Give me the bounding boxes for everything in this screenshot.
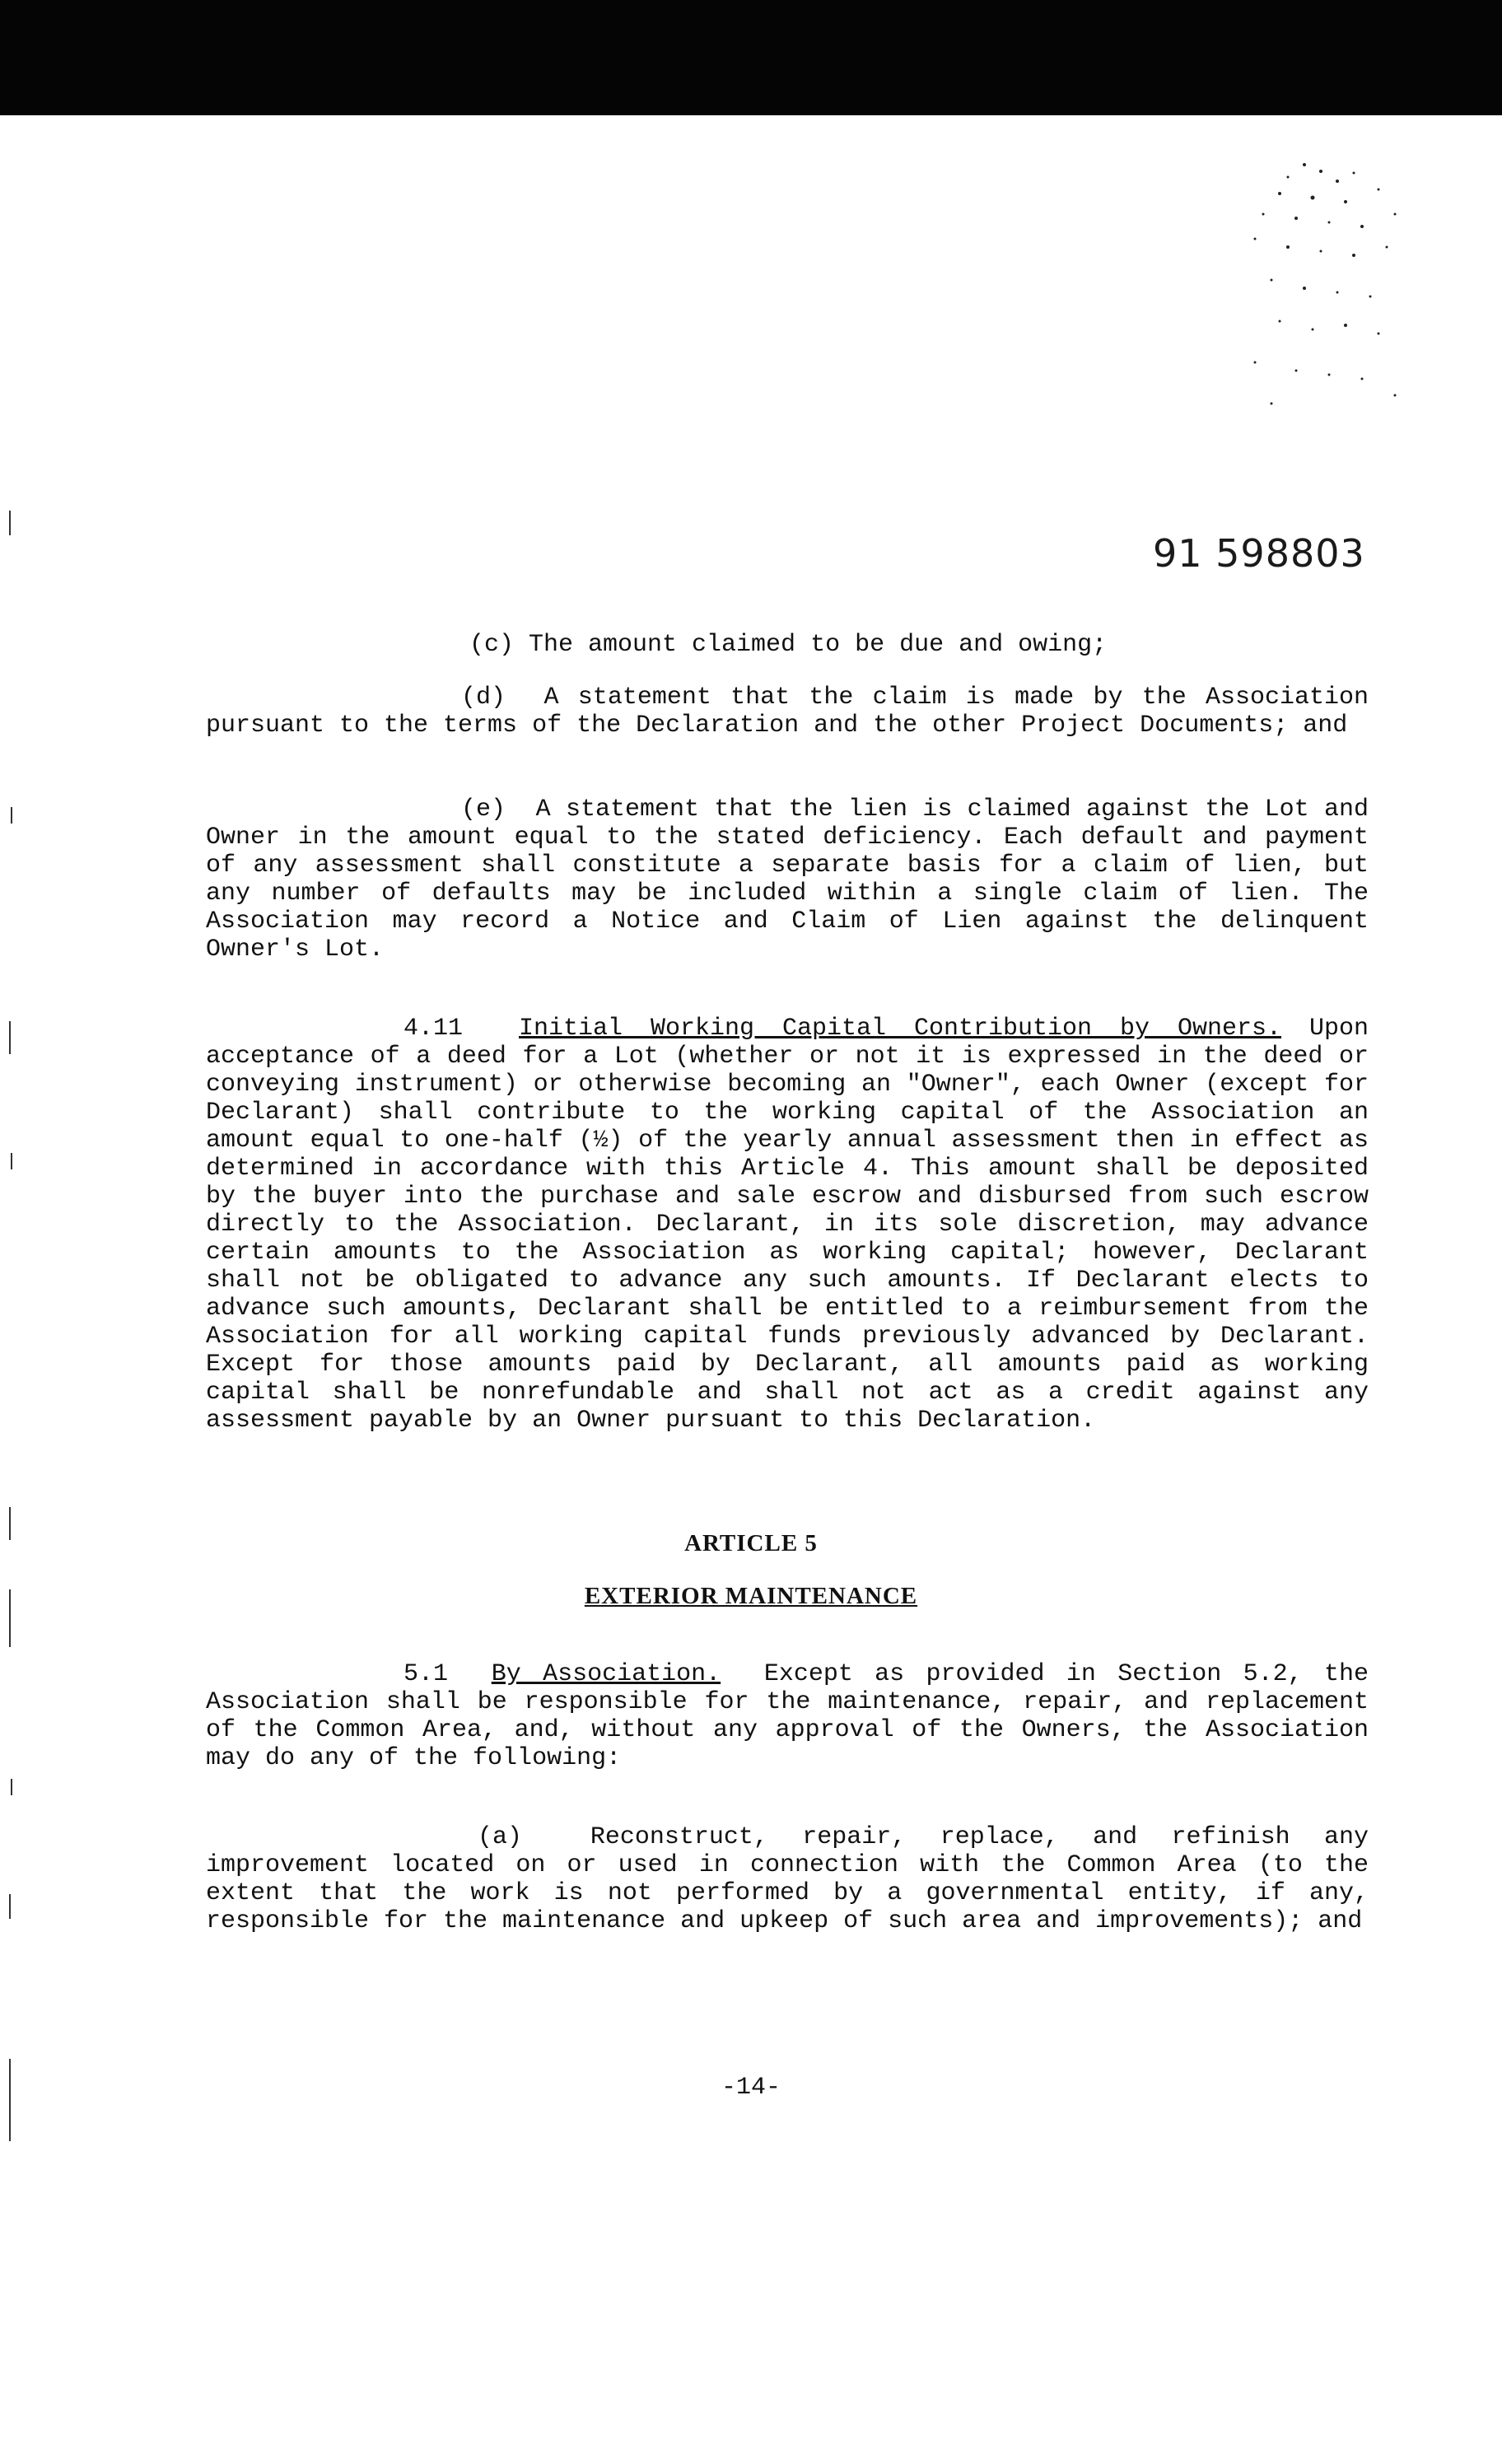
item-5-1-a-prefix: (a) — [478, 1823, 523, 1851]
section-4-11-body: Upon acceptance of a deed for a Lot (whether or not it is expressed in the deed or conveying instrument) or otherwise becoming an "Owner", each Owner (except for Declarant) shall contribute to the working capital of the Association an amount equal to one-half (½) of the yearly annual assessment then in effect as determined in accordance with this Article 4. This amount shall be deposited by the buyer into the purchase and sale escrow and disbursed from such escrow directly to the Association. Declarant, in its sole discretion, may advance certain amounts to the Association as working capital; however, Declarant shall not be obligated to advance any such amounts. If Declarant elects to advance such amounts, Declarant shall be entitled to a reimbursement from the Association for all working capital funds previously advanced by Declarant. Except for those amounts paid by Declarant, all amounts paid as working capital shall be nonrefundable and shall not act as a credit against any assessment payable by an Owner pursuant to this Declaration. — [206, 1015, 1369, 1435]
section-4-11-number: 4.11 — [403, 1015, 464, 1043]
item-d — [206, 684, 1369, 740]
item-d-body: A statement that the claim is made by the Association pursuant to the terms of the Declaration and the other Project Documents; and — [206, 684, 1369, 740]
scan-speckle-noise — [1181, 148, 1428, 428]
scan-edge-marks — [0, 494, 25, 2224]
item-e — [206, 796, 1369, 964]
article-heading: ARTICLE 5 — [684, 1530, 818, 1556]
item-d-prefix: (d) — [461, 684, 506, 712]
section-5-1-title: By Association. — [491, 1660, 721, 1688]
document-number: 91 598803 — [1153, 531, 1365, 576]
item-c: (c) The amount claimed to be due and owing; — [469, 631, 1108, 659]
item-e-body: A statement that the lien is claimed against the Lot and Owner in the amount equal to the stated deficiency. Each default and payment of any assessment shall constitute a separate basis for a claim of lien, but any number of defaults may be included within a single claim of lien. The Association may record a Notice and Claim of Lien against the delinquent Owner's Lot. — [206, 796, 1369, 964]
section-5-1-body: Except as provided in Section 5.2, the Association shall be responsible for the maintenance, repair, and replacement of the Common Area, and, without any approval of the Owners, the Association may do any of the following: — [206, 1660, 1369, 1772]
section-4-11 — [206, 1015, 1369, 1435]
page-number: -14- — [721, 2074, 781, 2102]
section-5-1-number: 5.1 — [403, 1660, 449, 1688]
item-5-1-a — [206, 1823, 1369, 1935]
article-subheading — [0, 1583, 1502, 1610]
item-5-1-a-body: Reconstruct, repair, replace, and refinish any improvement located on or used in connection with the Common Area (to the extent that the work is not performed by a governmental entity, if any, responsible for the maintenance and upkeep of such area and improvements); and — [206, 1823, 1369, 1935]
section-4-11-title: Initial Working Capital Contribution by Owners. — [518, 1015, 1281, 1043]
scan-top-border — [0, 0, 1502, 115]
section-5-1 — [206, 1660, 1369, 1772]
article-subheading-text: EXTERIOR MAINTENANCE — [584, 1583, 918, 1609]
item-e-prefix: (e) — [461, 796, 506, 824]
